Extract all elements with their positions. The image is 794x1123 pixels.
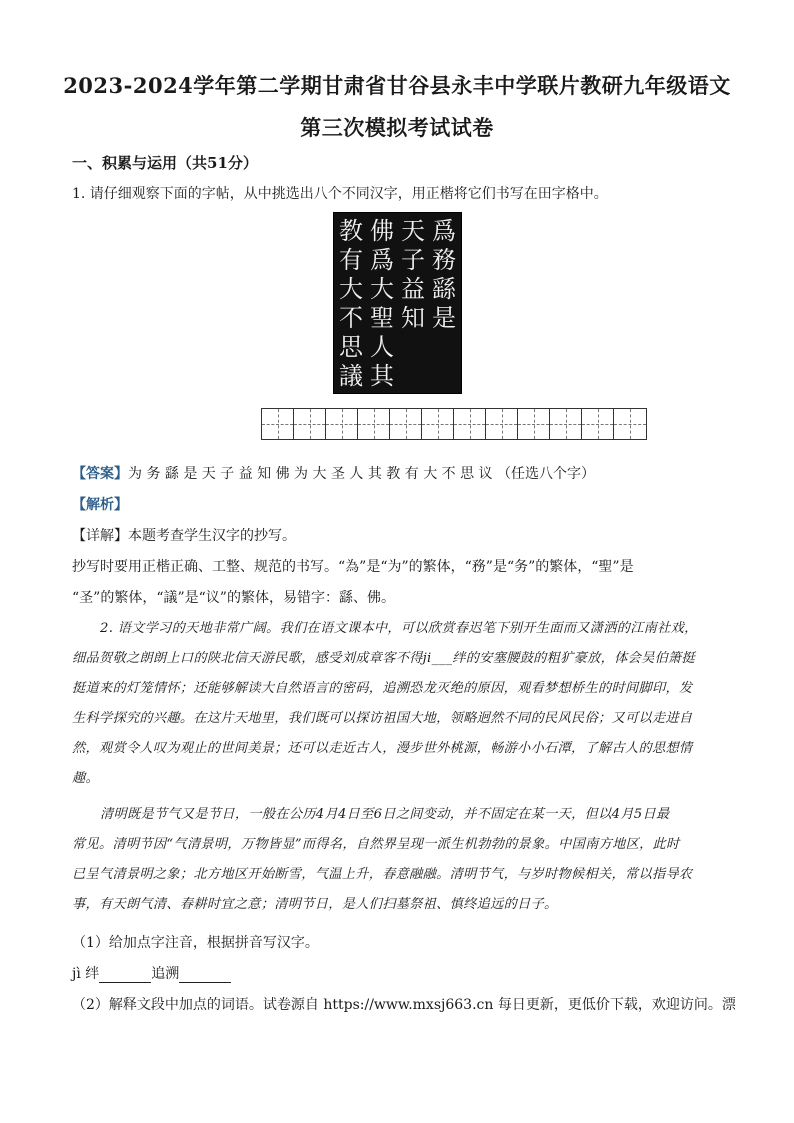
explain-line-1: 抄写时要用正楷正确、工整、规范的书写。“為”是“为”的繁体，“務”是“务”的繁体，“聖”是	[72, 559, 634, 575]
paragraph-line: 已呈气清景明之象；北方地区开始断雪，气温上升，春意融融。清明节气，与岁时物候相关，常以指导农	[72, 867, 693, 882]
answer-tag: 【答案】	[72, 466, 128, 482]
sub-question-2: （2）解释文段中加点的词语。试卷源自 https://www.mxsj663.cn 每日更新，更低价下载，欢迎访问。漂	[72, 997, 736, 1013]
question-2-paragraph-1	[72, 614, 722, 794]
calligraphy-char: 繇	[432, 275, 456, 303]
page-subtitle: 第三次模拟考试试卷	[300, 115, 494, 140]
calligraphy-char: 教	[339, 217, 363, 245]
blank-label-b: 追溯	[151, 966, 180, 982]
calligraphy-char: 其	[370, 362, 394, 390]
grid-cell[interactable]	[294, 409, 326, 439]
paragraph-line: 挺道来的灯笼情怀；还能够解读大自然语言的密码，追溯恐龙灭绝的原因，观看梦想桥生的时间脚印，发	[72, 681, 693, 696]
calligraphy-column-1	[336, 217, 366, 391]
calligraphy-char: 不	[339, 304, 363, 332]
grid-cell[interactable]	[454, 409, 486, 439]
calligraphy-char: 議	[339, 362, 363, 390]
paragraph-line: 生科学探究的兴趣。在这片天地里，我们既可以探访祖国大地，领略迥然不同的民风民俗；又可以走进自	[72, 711, 693, 726]
paragraph-line: 事，有天朗气清、春耕时宜之意；清明节日，是人们扫墓祭祖、慎终追远的日子。	[72, 897, 558, 912]
grid-cell[interactable]	[326, 409, 358, 439]
paragraph-line: 2. 语文学习的天地非常广阔。我们在语文课本中，可以欣赏春迟笔下别开生面而又潇洒的江南社戏，	[100, 621, 698, 636]
calligraphy-char: 大	[370, 275, 394, 303]
paragraph-line: 然，观赏令人叹为观止的世间美景；还可以走近古人，漫步世外桃源，畅游小小石潭，了解古人的思想情	[72, 741, 693, 756]
calligraphy-char: 思	[339, 333, 363, 361]
detail-line	[72, 525, 296, 545]
calligraphy-char: 子	[401, 246, 425, 274]
calligraphy-char: 爲	[432, 217, 456, 245]
sub-question-1-blanks	[72, 963, 231, 983]
calligraphy-column-4	[429, 217, 459, 333]
calligraphy-char: 佛	[370, 217, 394, 245]
grid-cell[interactable]	[262, 409, 294, 439]
grid-cell[interactable]	[582, 409, 614, 439]
calligraphy-char: 大	[339, 275, 363, 303]
grid-cell[interactable]	[550, 409, 582, 439]
paragraph-line: 清明既是节气又是节日，一般在公历4月4日至6日之间变动，并不固定在某一天，但以4月5日最	[100, 807, 670, 822]
calligraphy-char: 爲	[370, 246, 394, 274]
question-2-paragraph-2	[72, 800, 722, 920]
grid-cell[interactable]	[614, 409, 646, 439]
grid-cell[interactable]	[486, 409, 518, 439]
calligraphy-char: 有	[339, 246, 363, 274]
grid-cell[interactable]	[390, 409, 422, 439]
grid-cell[interactable]	[358, 409, 390, 439]
calligraphy-char: 人	[370, 333, 394, 361]
sub-question-1: （1）给加点字注音，根据拼音写汉字。	[72, 935, 319, 951]
detail-text: 本题考查学生汉字的抄写。	[128, 528, 296, 544]
paragraph-line: 常见。清明节因“气清景明，万物皆显”而得名，自然界呈现一派生机勃勃的景象。中国南方地区，此时	[72, 837, 680, 852]
paragraph-line: 细品贺敬之朗朗上口的陕北信天游民歌，感受刘成章客不得ji___绊的安塞腰鼓的粗犷豪放，体会吴伯箫挺	[72, 651, 696, 666]
calligraphy-char: 是	[432, 304, 456, 332]
tianzige-grid	[261, 408, 647, 440]
analysis-line	[72, 494, 128, 514]
calligraphy-image	[333, 212, 462, 394]
calligraphy-column-3	[398, 217, 428, 333]
calligraphy-char: 知	[401, 304, 425, 332]
section-heading: 一、积累与运用（共51分）	[72, 154, 258, 172]
detail-tag: 【详解】	[72, 528, 128, 544]
question-1-prompt: 1. 请仔细观察下面的字帖，从中挑选出八个不同汉字，用正楷将它们书写在田字格中。	[72, 186, 608, 202]
calligraphy-char: 益	[401, 275, 425, 303]
page-title: 2023-2024学年第二学期甘肃省甘谷县永丰中学联片教研九年级语文	[63, 73, 731, 98]
calligraphy-char: 務	[432, 246, 456, 274]
answer-line	[72, 463, 595, 483]
explain-line-2: “圣”的繁体，“議”是“议”的繁体，易错字：繇、佛。	[72, 590, 395, 606]
calligraphy-char: 天	[401, 217, 425, 245]
calligraphy-char: 聖	[370, 304, 394, 332]
paragraph-line: 趣。	[72, 771, 99, 786]
blank-a[interactable]	[99, 966, 151, 983]
blank-label-a: jì 绊	[72, 966, 100, 982]
analysis-tag: 【解析】	[72, 497, 128, 513]
calligraphy-column-2	[367, 217, 397, 391]
blank-b[interactable]	[179, 966, 231, 983]
grid-cell[interactable]	[518, 409, 550, 439]
answer-text: 为 务 繇 是 天 子 益 知 佛 为 大 圣 人 其 教 有 大 不 思 议 （任选八个字）	[128, 466, 596, 482]
grid-cell[interactable]	[422, 409, 454, 439]
